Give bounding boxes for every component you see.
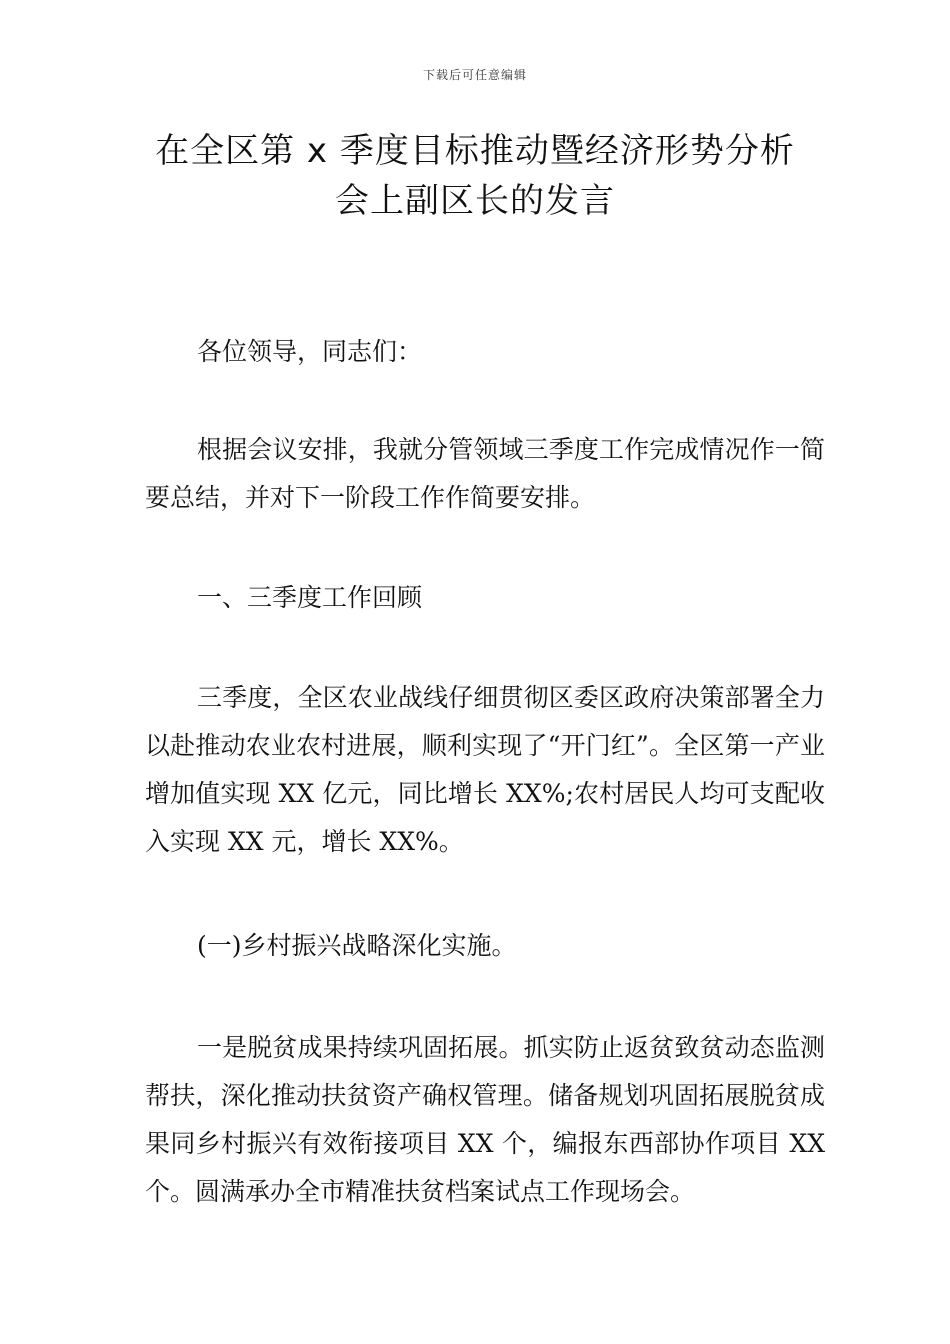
greeting: 各位领导，同志们：	[197, 337, 423, 366]
paragraph-intro: 根据会议安排，我就分管领域三季度工作完成情况作一简要总结，并对下一阶段工作作简要安排。	[145, 435, 825, 512]
subsection-heading-1: (一)乡村振兴战略深化实施。	[197, 931, 517, 960]
title-line-2: 会上副区长的发言	[335, 181, 615, 221]
title-line-1: 在全区第 x 季度目标推动暨经济形势分析	[155, 131, 795, 171]
section-heading-1: 一、三季度工作回顾	[197, 583, 423, 612]
paragraph-poverty-consolidation: 一是脱贫成果持续巩固拓展。抓实防止返贫致贫动态监测帮扶，深化推动扶贫资产确权管理。储备规划巩固拓展脱贫成果同乡村振兴有效衔接项目 XX 个，编报东西部协作项目 XX 个。圆满承办全市精准扶贫档案试点工作现场会。	[145, 1033, 825, 1206]
header-note: 下载后可任意编辑	[422, 68, 527, 82]
paragraph-q3-review: 三季度，全区农业战线仔细贯彻区委区政府决策部署全力以赴推动农业农村进展，顺利实现了“开门红”。全区第一产业增加值实现 XX 亿元，同比增长 XX%;农村居民人均可支配收入实现 XX 元，增长 XX%。	[145, 683, 825, 856]
document-title	[100, 126, 850, 226]
